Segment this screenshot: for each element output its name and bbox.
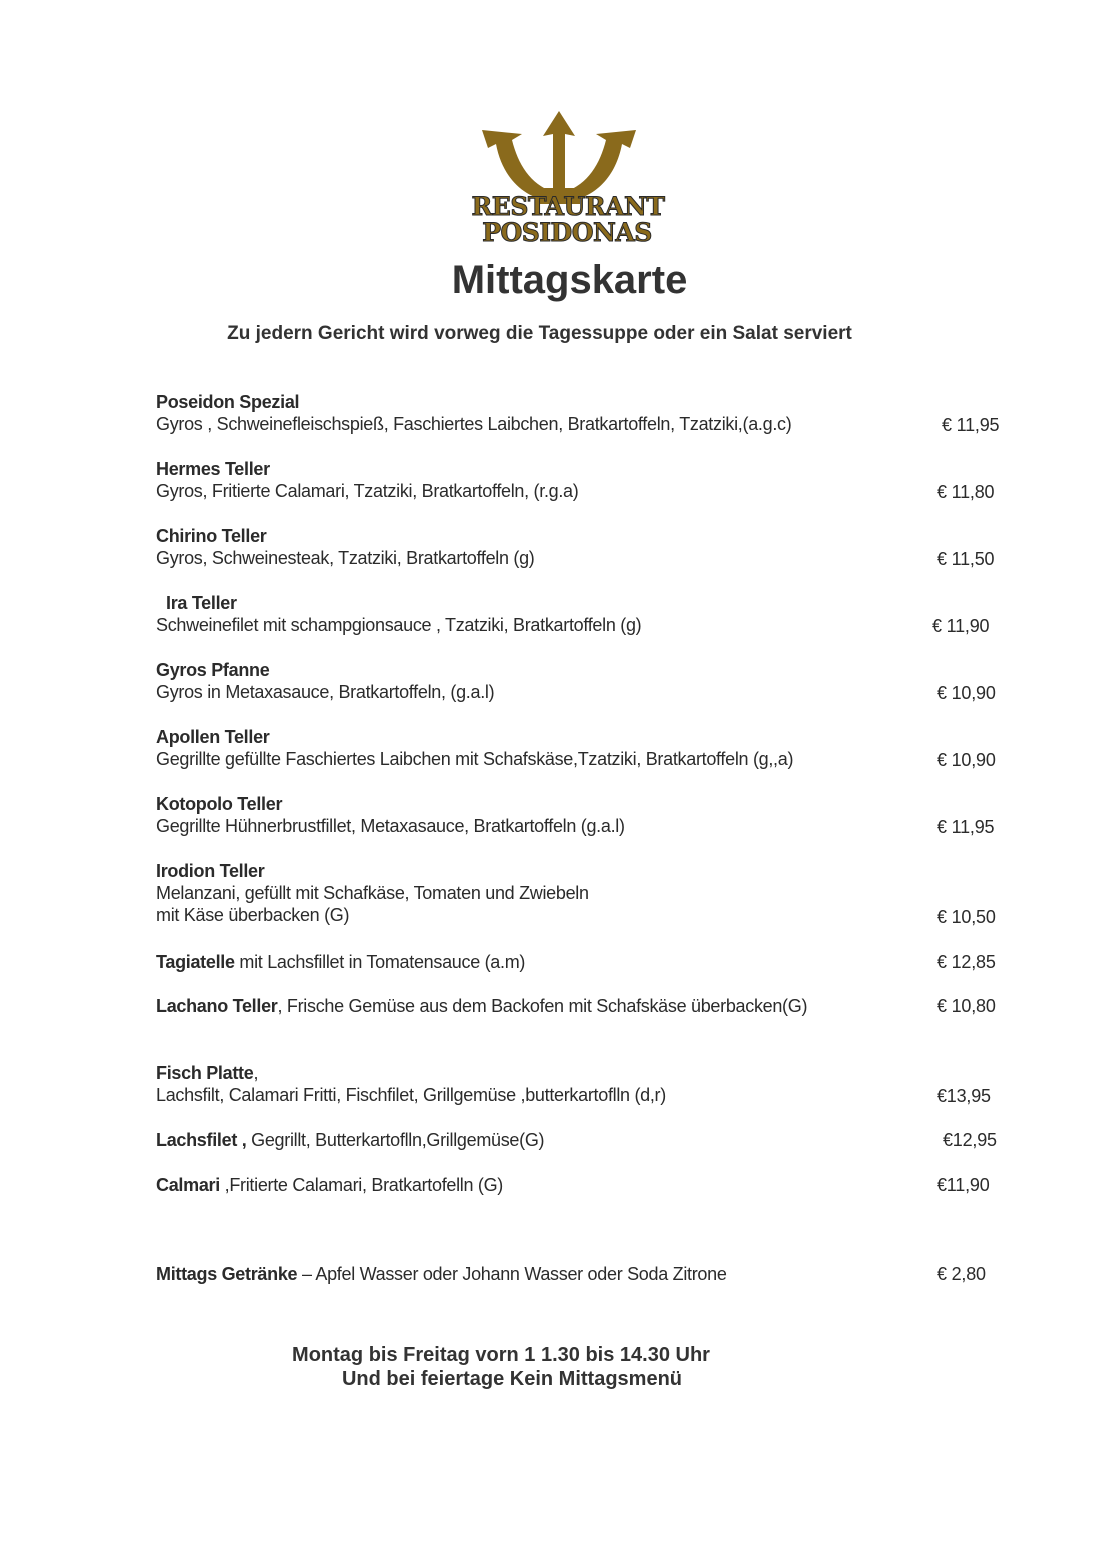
menu-item — [156, 860, 1006, 926]
menu-item — [156, 525, 1006, 569]
hours-line: Montag bis Freitag vorn 1 1.30 bis 14.30 Uhr — [292, 1344, 710, 1366]
item-name: Hermes Teller — [156, 459, 270, 479]
item-description: , Frische Gemüse aus dem Backofen mit Schafskäse überbacken(G) — [277, 996, 808, 1016]
item-name: Poseidon Spezial — [156, 392, 300, 412]
item-description-continued: mit Käse überbacken (G) — [156, 905, 350, 925]
logo-line2: POSIDONAS — [482, 218, 652, 247]
item-description: Gyros , Schweinefleischspieß, Faschiertes Laibchen, Bratkartoffeln, Tzatziki,(a.g.c) — [156, 414, 792, 434]
item-price: € 11,95 — [942, 415, 1000, 435]
item-description: Gegrillt, Butterkartoflln,Grillgemüse(G) — [246, 1130, 545, 1150]
item-price: € 11,95 — [937, 817, 995, 837]
menu-item — [156, 659, 1006, 703]
restaurant-logo — [430, 104, 710, 254]
holiday-note: Und bei feiertage Kein Mittagsmenü — [341, 1368, 683, 1390]
menu-item — [156, 592, 1006, 636]
item-name-suffix: , — [253, 1063, 259, 1083]
item-price: € 12,85 — [937, 952, 996, 972]
item-description: mit Lachsfillet in Tomatensauce (a.m) — [234, 952, 526, 972]
menu-item — [156, 995, 1006, 1017]
item-price: €11,90 — [937, 1175, 990, 1195]
item-price: € 11,80 — [937, 482, 995, 502]
item-name: Calmari — [156, 1175, 220, 1195]
item-name: Kotopolo Teller — [156, 794, 283, 814]
item-name: Gyros Pfanne — [156, 660, 270, 680]
menu-item — [156, 458, 1006, 502]
menu-item — [156, 726, 1006, 770]
item-price: € 10,90 — [937, 750, 996, 770]
item-name: Tagiatelle — [156, 952, 235, 972]
menu-item — [156, 1174, 1006, 1196]
item-description: Melanzani, gefüllt mit Schafkäse, Tomaten und Zwiebeln — [156, 883, 589, 903]
item-price: €13,95 — [937, 1086, 991, 1106]
page-subtitle: Zu jedern Gericht wird vorweg die Tagessuppe oder ein Salat serviert — [227, 323, 852, 344]
item-description: Schweinefilet mit schampgionsauce , Tzatziki, Bratkartoffeln (g) — [156, 615, 642, 635]
item-description: – Apfel Wasser oder Johann Wasser oder Soda Zitrone — [297, 1264, 727, 1284]
logo-line1: RESTAURANT — [471, 192, 665, 221]
item-description: Gegrillte Hühnerbrustfillet, Metaxasauce, Bratkartoffeln (g.a.l) — [156, 816, 625, 836]
menu-item — [156, 391, 1006, 435]
menu-item — [156, 1062, 1006, 1106]
page-title: Mittagskarte — [451, 258, 688, 302]
item-price: € 11,90 — [932, 616, 990, 636]
item-name: Irodion Teller — [156, 861, 265, 881]
menu-item — [156, 1263, 1006, 1285]
item-description: ,Fritierte Calamari, Bratkartofelln (G) — [219, 1175, 504, 1195]
menu-item — [156, 1129, 1006, 1151]
item-price: € 10,50 — [937, 907, 996, 927]
item-name: Fisch Platte — [156, 1063, 254, 1083]
trident-icon — [430, 104, 710, 254]
menu-item — [156, 793, 1006, 837]
item-name: Chirino Teller — [156, 526, 267, 546]
item-name: Mittags Getränke — [156, 1264, 298, 1284]
item-name: Lachano Teller — [156, 996, 278, 1016]
item-name: Lachsfilet , — [156, 1130, 247, 1150]
item-price: €12,95 — [943, 1130, 997, 1150]
item-price: € 2,80 — [937, 1264, 986, 1284]
item-price: € 10,90 — [937, 683, 996, 703]
item-description: Gegrillte gefüllte Faschiertes Laibchen mit Schafskäse,Tzatziki, Bratkartoffeln (g,,a) — [156, 749, 794, 769]
menu-item — [156, 951, 1006, 973]
item-description: Gyros, Schweinesteak, Tzatziki, Bratkartoffeln (g) — [156, 548, 535, 568]
item-price: € 11,50 — [937, 549, 995, 569]
item-price: € 10,80 — [937, 996, 996, 1016]
item-name: Ira Teller — [166, 593, 237, 613]
item-description: Gyros in Metaxasauce, Bratkartoffeln, (g.a.l) — [156, 682, 495, 702]
item-name: Apollen Teller — [156, 727, 270, 747]
item-description: Gyros, Fritierte Calamari, Tzatziki, Bratkartoffeln, (r.g.a) — [156, 481, 579, 501]
item-description: Lachsfilt, Calamari Fritti, Fischfilet, Grillgemüse ,butterkartoflln (d,r) — [156, 1085, 666, 1105]
